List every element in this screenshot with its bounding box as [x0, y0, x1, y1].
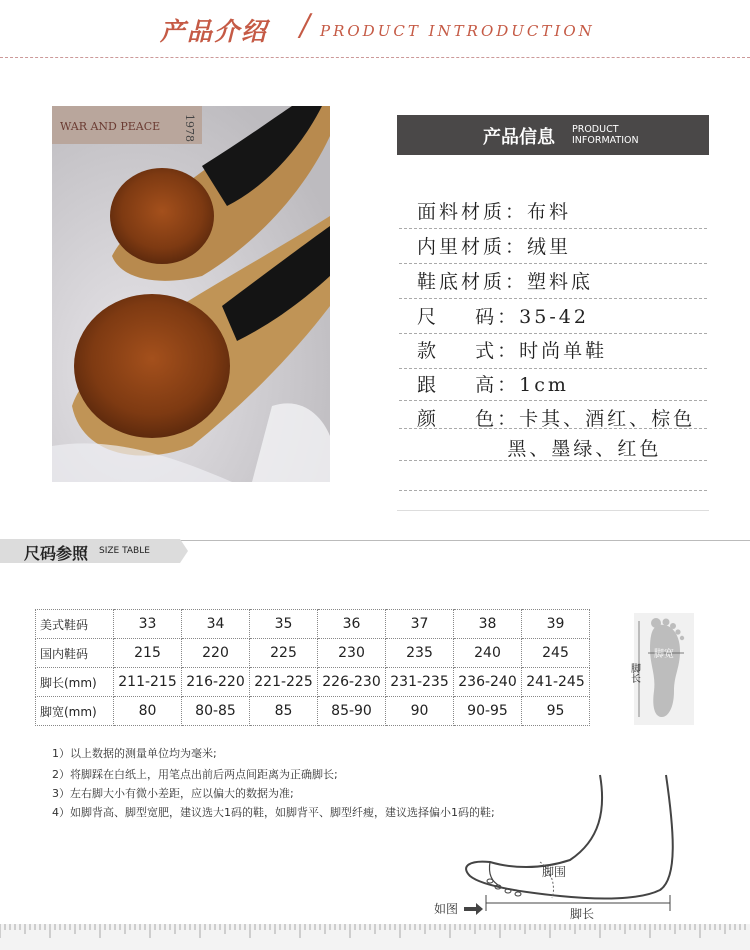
table-cell: 240 — [454, 639, 522, 668]
info-divider — [399, 333, 707, 334]
table-cell: 36 — [318, 610, 386, 639]
header-divider — [0, 57, 750, 58]
diagram-length-label: 脚长 — [570, 907, 595, 921]
as-shown-label: 如图 — [434, 902, 459, 916]
table-cell: 80-85 — [182, 697, 250, 726]
table-row — [36, 697, 590, 726]
ruler-strip — [0, 924, 750, 950]
table-cell: 221-225 — [250, 668, 318, 697]
info-divider — [399, 368, 707, 369]
table-cell: 231-235 — [386, 668, 454, 697]
table-cell: 85-90 — [318, 697, 386, 726]
info-row-color: 颜 色：卡其、酒红、棕色 — [417, 408, 696, 430]
page-header — [0, 0, 750, 62]
table-cell: 90 — [386, 697, 454, 726]
table-cell: 241-245 — [522, 668, 590, 697]
row-label: 脚宽(mm) — [36, 697, 114, 726]
table-cell: 236-240 — [454, 668, 522, 697]
info-row-fabric: 面料材质：布料 — [417, 201, 572, 223]
foot-side-illustration — [430, 770, 730, 930]
table-cell: 80 — [114, 697, 182, 726]
table-cell: 235 — [386, 639, 454, 668]
row-label: 美式鞋码 — [36, 610, 114, 639]
info-divider — [399, 400, 707, 401]
size-banner-arrow — [180, 539, 188, 563]
table-cell: 230 — [318, 639, 386, 668]
info-header-cn: 产品信息 — [483, 127, 555, 148]
foot-print-icon — [628, 613, 694, 725]
table-cell: 38 — [454, 610, 522, 639]
table-cell: 245 — [522, 639, 590, 668]
info-header-en-1: PRODUCT — [572, 124, 619, 135]
info-row-heel: 跟 高：1cm — [417, 374, 569, 396]
table-cell: 220 — [182, 639, 250, 668]
table-cell: 95 — [522, 697, 590, 726]
table-cell: 226-230 — [318, 668, 386, 697]
product-photo — [52, 106, 330, 482]
info-row-style: 款 式：时尚单鞋 — [417, 340, 608, 362]
table-cell: 225 — [250, 639, 318, 668]
info-divider — [399, 460, 707, 461]
header-title-cn: 产品介绍 — [160, 17, 269, 46]
table-cell: 211-215 — [114, 668, 182, 697]
info-header-en-2: INFORMATION — [572, 135, 639, 146]
table-cell: 33 — [114, 610, 182, 639]
row-label: 脚长(mm) — [36, 668, 114, 697]
table-cell: 39 — [522, 610, 590, 639]
size-banner-en: SIZE TABLE — [99, 546, 150, 556]
foot-diagram — [430, 770, 730, 930]
foot-width-label: 脚宽 — [654, 649, 674, 660]
info-divider — [399, 490, 707, 491]
info-row-lining: 内里材质：绒里 — [417, 236, 572, 258]
foot-length-label: 脚长 — [628, 663, 640, 683]
table-cell: 85 — [250, 697, 318, 726]
foot-measure-figure — [628, 613, 694, 725]
info-row-size: 尺 码：35-42 — [417, 306, 589, 328]
box-text-2: 1978 — [183, 114, 196, 142]
info-row-sole: 鞋底材质：塑料底 — [417, 271, 594, 293]
table-row — [36, 610, 590, 639]
header-title-en: PRODUCT INTRODUCTION — [320, 22, 595, 40]
product-info-panel — [397, 115, 709, 511]
shoe-illustration — [52, 106, 330, 482]
table-row — [36, 668, 590, 697]
note-2: 2）将脚踩在白纸上，用笔点出前后两点间距离为正确脚长; — [52, 768, 338, 781]
table-cell: 37 — [386, 610, 454, 639]
note-4: 4）如脚背高、脚型宽肥，建议选大1码的鞋，如脚背平、脚型纤瘦，建议选择偏小1码的鞋; — [52, 806, 495, 819]
info-row-color-2: 黑、墨绿、红色 — [417, 438, 662, 460]
note-1: 1）以上数据的测量单位均为毫米; — [52, 747, 217, 760]
box-text: WAR AND PEACE — [60, 120, 161, 133]
table-row — [36, 639, 590, 668]
product-info-header — [397, 115, 709, 155]
row-label: 国内鞋码 — [36, 639, 114, 668]
table-cell: 90-95 — [454, 697, 522, 726]
info-divider — [399, 298, 707, 299]
girth-label: 脚围 — [542, 865, 567, 879]
size-banner-cn: 尺码参照 — [24, 544, 89, 563]
table-cell: 34 — [182, 610, 250, 639]
table-cell: 35 — [250, 610, 318, 639]
info-divider — [399, 228, 707, 229]
table-cell: 215 — [114, 639, 182, 668]
info-divider — [399, 263, 707, 264]
note-3: 3）左右脚大小有微小差距，应以偏大的数据为准; — [52, 787, 294, 800]
header-slash: / — [300, 8, 311, 43]
size-table — [35, 609, 590, 726]
info-divider — [399, 428, 707, 429]
table-cell: 216-220 — [182, 668, 250, 697]
